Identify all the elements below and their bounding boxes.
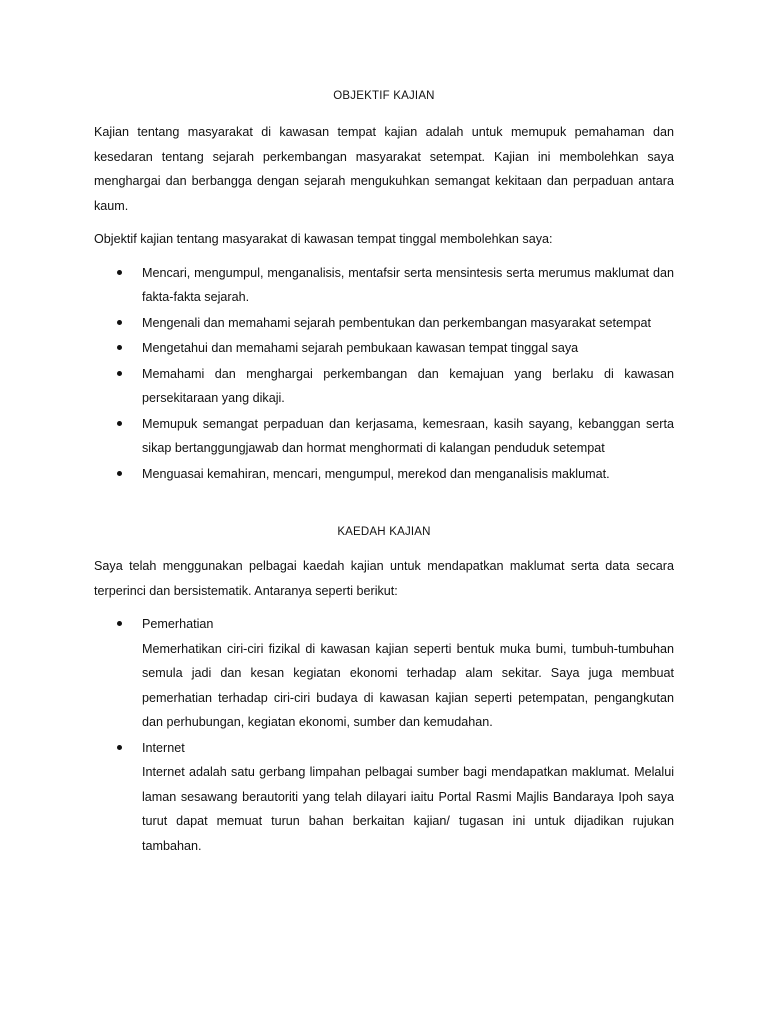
list-item-text: Mencari, mengumpul, menganalisis, mentafsir serta mensintesis serta merumus maklumat dan fakta-fakta sejarah.	[142, 265, 674, 304]
list-item	[94, 412, 674, 461]
bullet-icon	[117, 745, 122, 750]
kaedah-intro-paragraph: Saya telah menggunakan pelbagai kaedah kajian untuk mendapatkan maklumat serta data secara terperinci dan bersistematik. Antaranya seperti berikut:	[94, 559, 674, 598]
bullet-icon	[117, 371, 122, 376]
objektif-heading: OBJEKTIF KAJIAN	[333, 90, 435, 102]
objektif-lead-paragraph: Objektif kajian tentang masyarakat di kawasan tempat tinggal membolehkan saya:	[94, 232, 553, 246]
kaedah-list	[94, 612, 674, 858]
list-item-text: Memupuk semangat perpaduan dan kerjasama, kemesraan, kasih sayang, kebanggan serta sikap bertanggungjawab dan hormat menghormati di kalangan penduduk setempat	[142, 416, 674, 455]
bullet-icon	[117, 320, 122, 325]
list-item	[94, 311, 674, 336]
list-item-text: Mengetahui dan memahami sejarah pembukaan kawasan tempat tinggal saya	[142, 341, 579, 355]
method-item	[94, 612, 674, 735]
list-item-text: Memahami dan menghargai perkembangan dan kemajuan yang berlaku di kawasan persekitaraan yang dikaji.	[142, 366, 674, 405]
list-item	[94, 362, 674, 411]
list-item	[94, 336, 674, 361]
method-item	[94, 736, 674, 859]
list-item-text: Mengenali dan memahami sejarah pembentukan dan perkembangan masyarakat setempat	[142, 315, 651, 330]
method-title: Pemerhatian	[142, 617, 214, 631]
bullet-icon	[117, 471, 122, 476]
method-description: Memerhatikan ciri-ciri fizikal di kawasan kajian seperti bentuk muka bumi, tumbuh-tumbuhan semula jadi dan kesan kegiatan ekonomi terhadap alam sekitar. Saya juga membuat pemerhatian terhadap ciri-ciri budaya di kawasan kajian seperti petempatan, pengangkutan dan perhubungan, kegiatan ekonomi, sumber dan kemudahan.	[142, 641, 674, 729]
objektif-intro-paragraph: Kajian tentang masyarakat di kawasan tempat kajian adalah untuk memupuk pemahaman dan kesedaran tentang sejarah perkembangan masyarakat setempat. Kajian ini membolehkan saya menghargai dan berbangga dengan sejarah mengukuhkan semangat kekitaan dan perpaduan antara kaum.	[94, 125, 674, 213]
list-item	[94, 261, 674, 310]
list-item	[94, 462, 674, 487]
bullet-icon	[117, 421, 122, 426]
bullet-icon	[117, 270, 122, 275]
method-description: Internet adalah satu gerbang limpahan pelbagai sumber bagi mendapatkan maklumat. Melalui laman sesawang berautoriti yang telah dilayari iaitu Portal Rasmi Majlis Bandaraya Ipoh saya turut dapat memuat turun bahan berkaitan kajian/ tugasan ini untuk dijadikan rujukan tambahan.	[142, 765, 674, 853]
objektif-list	[94, 261, 674, 487]
list-item-text: Menguasai kemahiran, mencari, mengumpul, merekod dan menganalisis maklumat.	[142, 466, 610, 481]
method-title: Internet	[142, 740, 185, 755]
kaedah-heading: KAEDAH KAJIAN	[337, 526, 431, 538]
bullet-icon	[117, 621, 122, 626]
bullet-icon	[117, 345, 122, 350]
